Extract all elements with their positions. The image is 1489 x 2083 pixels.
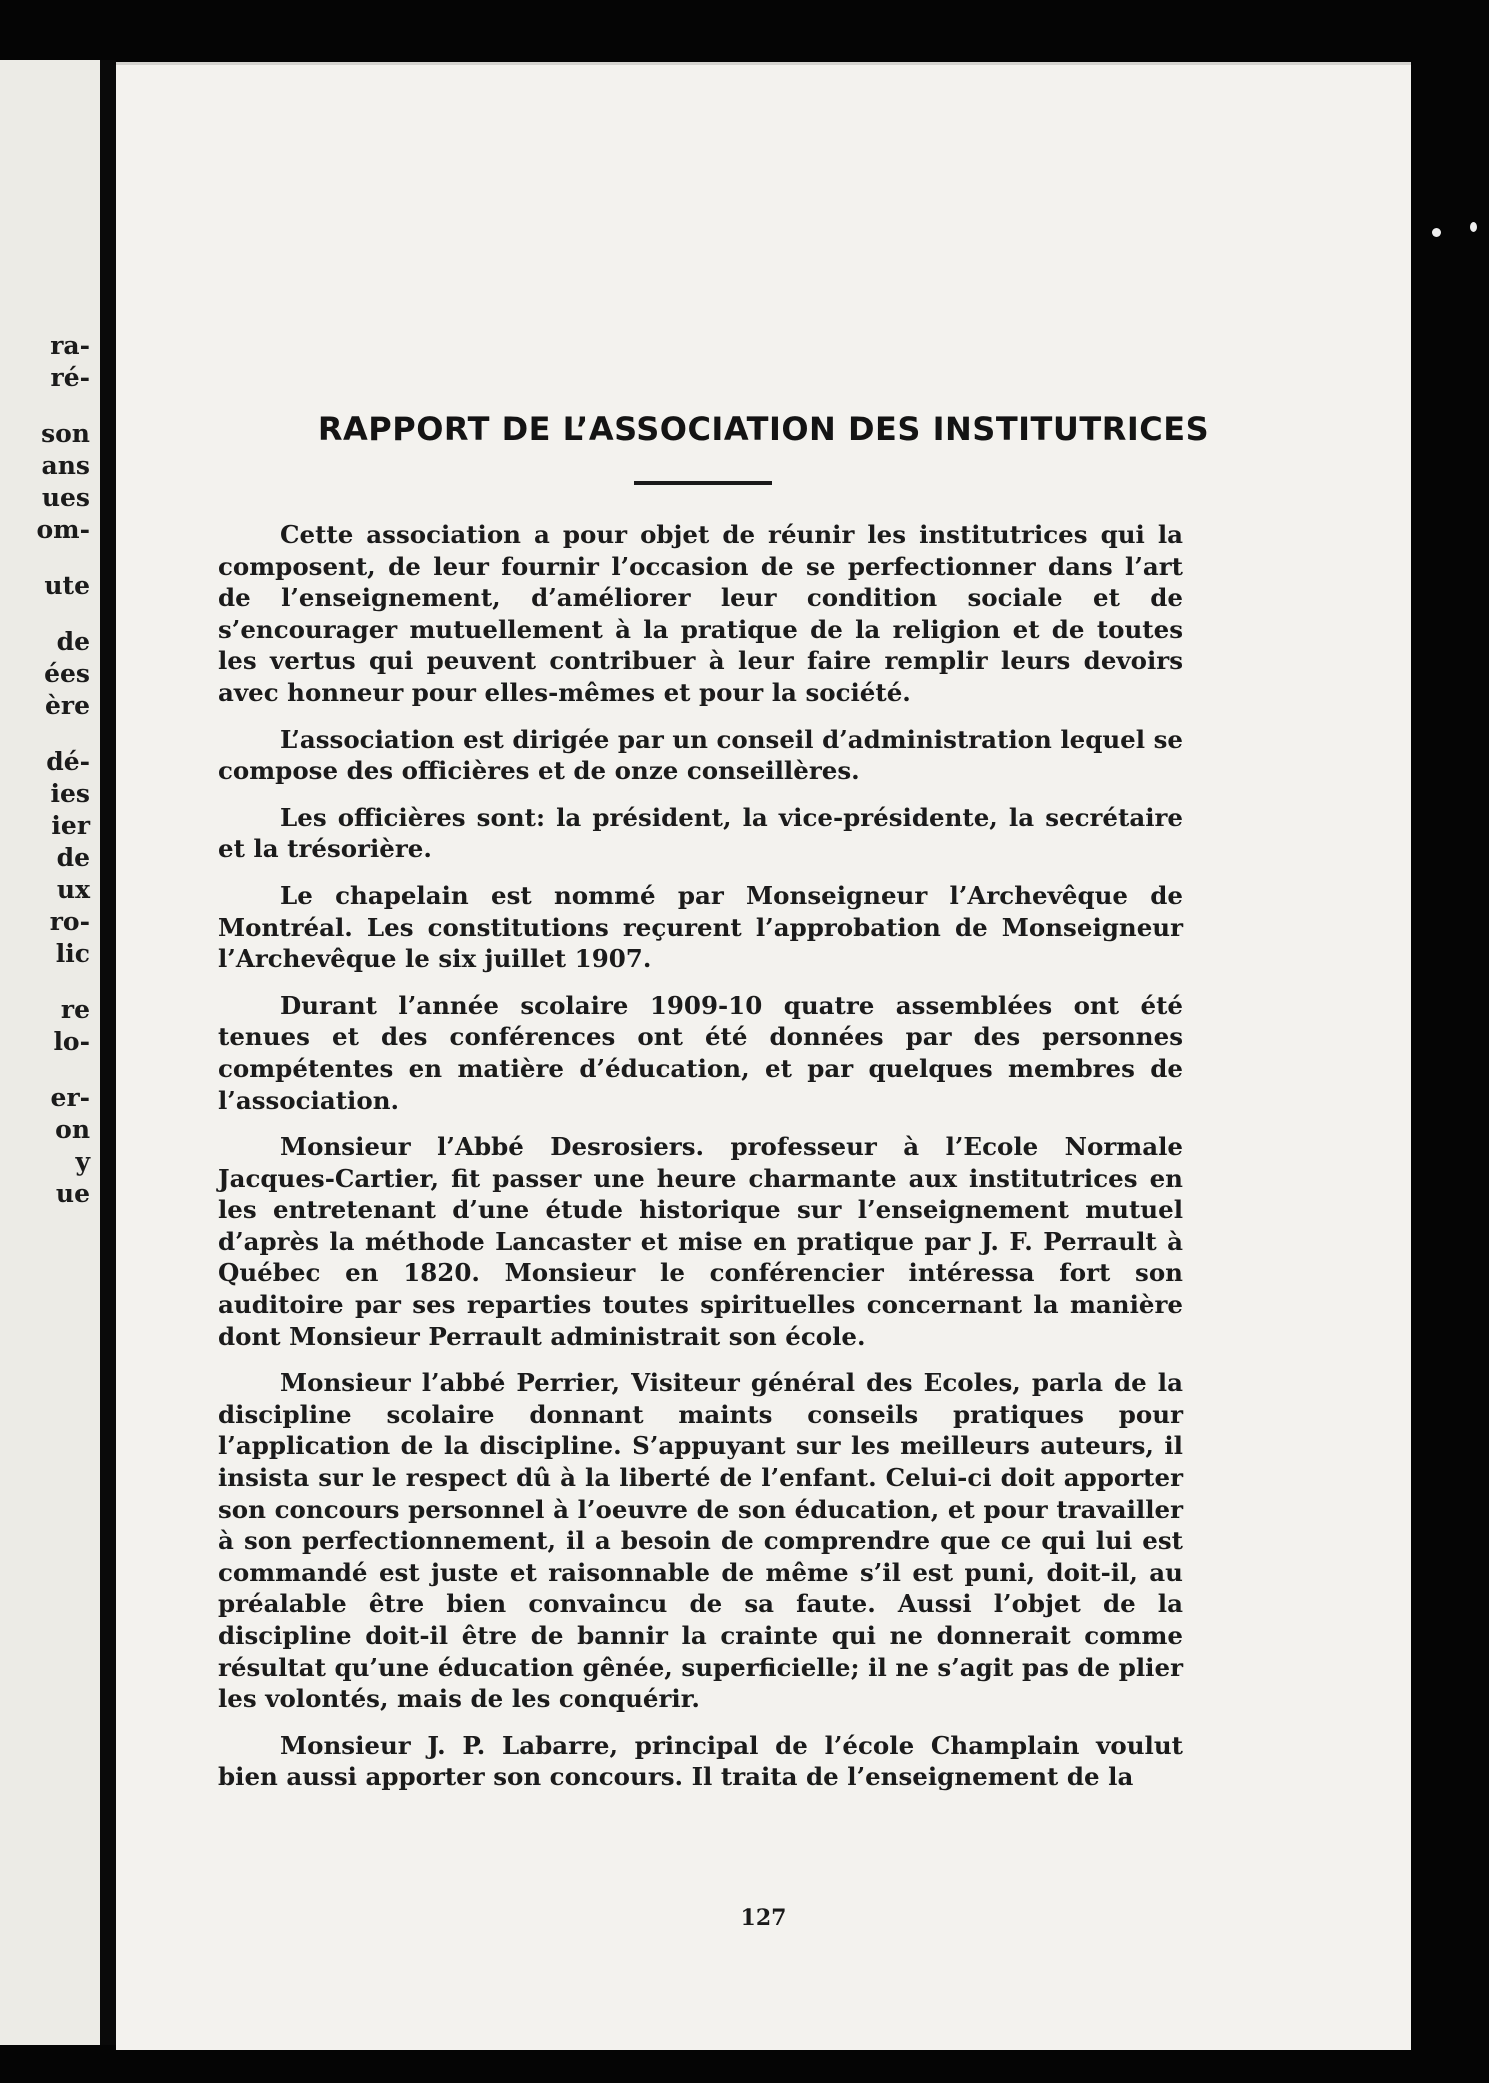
- fragment-gap: [0, 970, 100, 994]
- facing-page-fragment: ré-: [50, 363, 90, 392]
- facing-page-fragment: ies: [50, 779, 90, 808]
- fragment-gap: [0, 602, 100, 626]
- facing-page-fragment: y: [75, 1147, 90, 1176]
- facing-page-fragment: de: [56, 843, 90, 872]
- paragraph: Monsieur l’abbé Perrier, Visiteur général des Ecoles, parla de la discipline scolaire donnant maints conseils pratiques pour l’application de la discipline. S’appuyant sur les meilleurs auteurs, il insista sur le respect dû à la liberté de l’enfant. Celui-ci doit apporter son concours personnel à l’oeuvre de son éducation, et pour travailler à son perfectionnement, il a besoin de comprendre que ce qui lui est commandé est juste et raisonnable de même s’il est puni, doit-il, au préalable être bien convaincu de sa faute. Aussi l’objet de la discipline doit-il être de bannir la crainte qui ne donnerait comme résultat qu’une éducation gênée, superficielle; il ne s’agit pas de plier les volontés, mais de les conquérir.: [218, 1368, 1183, 1714]
- facing-page-text-fragments: [0, 330, 100, 1210]
- facing-page-fragment: son: [41, 419, 90, 448]
- page-title: RAPPORT DE L’ASSOCIATION DES INSTITUTRICES: [317, 410, 1210, 448]
- scan-speck: [1470, 222, 1477, 232]
- facing-page-fragment: er-: [50, 1083, 90, 1112]
- book-spine-shadow: [100, 60, 116, 2045]
- fragment-gap: [0, 722, 100, 746]
- page-number: 127: [740, 1905, 787, 1931]
- facing-page-fragment: ées: [44, 659, 90, 688]
- facing-page-fragment: ans: [41, 451, 90, 480]
- title-divider: [634, 481, 772, 485]
- facing-page-fragment: ro-: [49, 907, 90, 936]
- facing-page-fragment: ues: [41, 483, 90, 512]
- fragment-gap: [0, 1058, 100, 1082]
- facing-page-fragment: ue: [55, 1179, 90, 1208]
- document-page: [116, 62, 1411, 2050]
- fragment-gap: [0, 546, 100, 570]
- paragraph: Le chapelain est nommé par Monseigneur l’Archevêque de Montréal. Les constitutions reçurent l’approbation de Monseigneur l’Archevêque le six juillet 1907.: [218, 880, 1183, 974]
- facing-page-fragment: de: [56, 627, 90, 656]
- facing-page-fragment: ier: [51, 811, 90, 840]
- facing-page-fragment: on: [55, 1115, 90, 1144]
- facing-page-edge: [0, 60, 100, 2045]
- facing-page-fragment: ère: [45, 691, 90, 720]
- facing-page-fragment: ra-: [50, 331, 90, 360]
- paragraph: Monsieur l’Abbé Desrosiers. professeur à l’Ecole Normale Jacques-Cartier, fit passer une heure charmante aux institutrices en les entretenant d’une étude historique sur l’enseignement mutuel d’après la méthode Lancaster et mise en pratique par J. F. Perrault à Québec en 1820. Monsieur le conférencier intéressa fort son auditoire par ses reparties toutes spirituelles concernant la manière dont Monsieur Perrault administrait son école.: [218, 1132, 1183, 1351]
- paragraph: Monsieur J. P. Labarre, principal de l’école Champlain voulut bien aussi apporter son concours. Il traita de l’enseignement de la: [218, 1730, 1183, 1792]
- facing-page-fragment: dé-: [46, 747, 90, 776]
- paragraph: Durant l’année scolaire 1909-10 quatre assemblées ont été tenues et des conférences ont été données par des personnes compétentes en matière d’éducation, et par quelques membres de l’association.: [218, 990, 1183, 1115]
- facing-page-fragment: ux: [56, 875, 90, 904]
- facing-page-fragment: re: [60, 995, 90, 1024]
- fragment-gap: [0, 394, 100, 418]
- scan-speck: [1432, 228, 1441, 237]
- facing-page-fragment: lic: [55, 939, 90, 968]
- facing-page-fragment: lo-: [53, 1027, 90, 1056]
- facing-page-fragment: ute: [44, 571, 90, 600]
- paragraph: Cette association a pour objet de réunir les institutrices qui la composent, de leur fournir l’occasion de se perfectionner dans l’art de l’enseignement, d’améliorer leur condition sociale et de s’encourager mutuellement à la pratique de la religion et de toutes les vertus qui peuvent contribuer à leur faire remplir leurs devoirs avec honneur pour elles-mêmes et pour la société.: [218, 520, 1183, 707]
- facing-page-fragment: om-: [36, 515, 90, 544]
- paragraph: Les officières sont: la président, la vice-présidente, la secrétaire et la trésorière.: [218, 802, 1183, 864]
- page-body: [218, 519, 1183, 1808]
- paragraph: L’association est dirigée par un conseil d’administration lequel se compose des officières et de onze conseillères.: [218, 724, 1183, 786]
